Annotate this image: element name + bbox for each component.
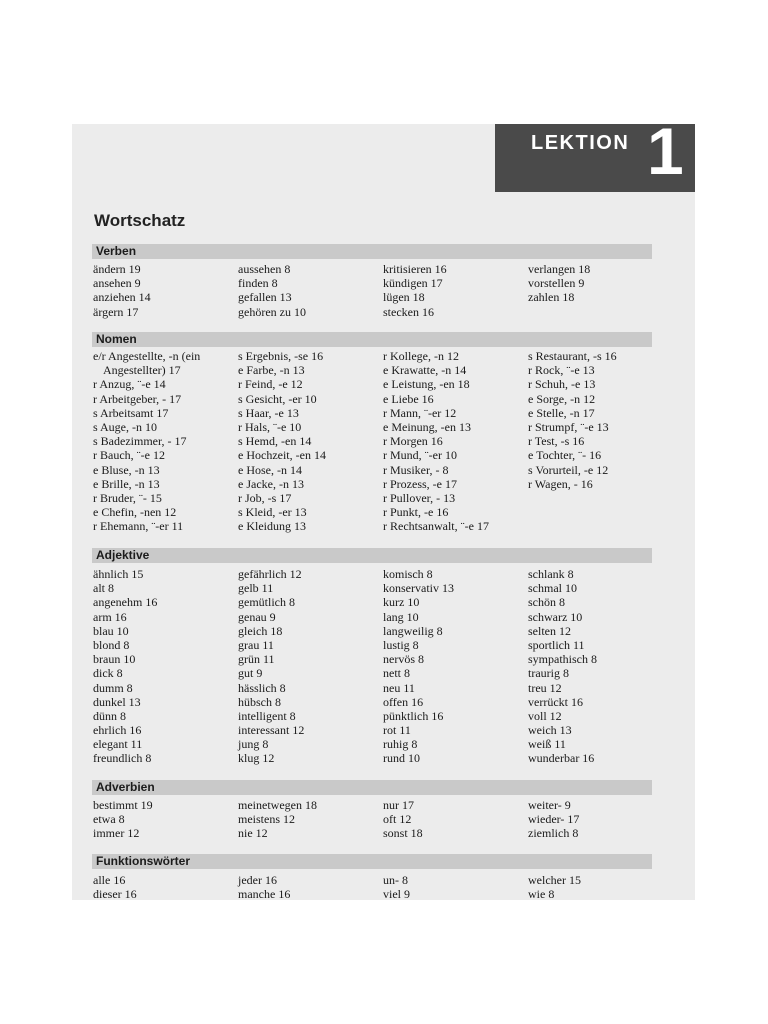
vocab-entry: e/r Angestellte, -n (ein [93,349,201,363]
word-column [93,567,238,766]
vocab-entry: r Prozess, -e 17 [383,476,457,491]
vocab-entry: manche 16 [238,887,291,902]
word-column [528,262,673,319]
vocab-entry: weiß 11 [528,737,566,752]
vocab-entry: verlangen 18 [528,262,591,276]
word-column [528,873,673,901]
lesson-badge [495,114,695,192]
vocab-entry: sympathisch 8 [528,652,597,667]
vocab-entry: schön 8 [528,595,565,610]
vocab-entry: nett 8 [383,666,410,681]
vocab-entry: ansehen 9 [93,276,141,291]
vocab-entry: e Hose, -n 14 [238,462,302,477]
vocab-entry: ändern 19 [93,262,141,276]
vocab-entry: e Kleidung 13 [238,519,306,534]
section-adverbien [93,798,673,841]
vocab-entry: wieder- 17 [528,812,580,827]
vocab-entry: s Kleid, -er 13 [238,505,307,520]
vocab-entry: nie 12 [238,826,268,841]
vocab-entry: e Chefin, -nen 12 [93,505,177,520]
vocab-entry: dumm 8 [93,680,133,695]
vocab-entry: gehören zu 10 [238,304,306,319]
vocab-entry: finden 8 [238,276,278,291]
vocab-entry: kritisieren 16 [383,262,447,276]
vocab-entry: lustig 8 [383,637,419,652]
vocab-entry: s Vorurteil, -e 12 [528,462,609,477]
vocab-entry: s Ergebnis, -se 16 [238,349,324,363]
vocab-entry: r Pullover, - 13 [383,490,456,505]
section-funktionswoerter [93,873,673,901]
vocab-entry: vorstellen 9 [528,276,585,291]
vocab-entry: verrückt 16 [528,694,583,709]
vocab-entry: e Krawatte, -n 14 [383,363,467,378]
vocab-entry: r Schuh, -e 13 [528,377,596,392]
vocab-entry: gelb 11 [238,581,274,596]
vocab-entry: gleich 18 [238,623,283,638]
section-header-adverbien: Adverbien [92,780,652,795]
word-column [238,262,383,319]
vocab-entry: angenehm 16 [93,595,158,610]
vocab-entry: e Farbe, -n 13 [238,363,305,378]
word-column [528,567,673,766]
vocab-entry: r Anzug, ¨-e 14 [93,377,166,392]
vocab-entry: ruhig 8 [383,737,418,752]
vocab-entry: gefallen 13 [238,290,292,305]
vocab-entry: s Gesicht, -er 10 [238,391,317,406]
vocab-entry: blond 8 [93,637,130,652]
word-column [93,873,238,901]
vocab-entry: genau 9 [238,609,276,624]
vocab-entry: interessant 12 [238,723,305,738]
vocab-entry: e Leistung, -en 18 [383,377,470,392]
vocab-entry: braun 10 [93,652,136,667]
vocab-entry: weiter- 9 [528,798,571,812]
vocab-entry: freundlich 8 [93,751,152,766]
vocab-entry: r Musiker, - 8 [383,462,449,477]
vocab-entry: dünn 8 [93,708,126,723]
vocab-entry: e Hochzeit, -en 14 [238,448,326,463]
vocab-entry: meinetwegen 18 [238,798,317,812]
vocab-entry: dieser 16 [93,887,137,902]
vocab-entry: s Restaurant, -s 16 [528,349,617,363]
vocab-entry: lang 10 [383,609,419,624]
vocab-entry: hässlich 8 [238,680,286,695]
vocab-entry: pünktlich 16 [383,708,444,723]
vocab-entry: blau 10 [93,623,129,638]
vocab-entry: r Bruder, ¨- 15 [93,490,162,505]
vocab-entry: welcher 15 [528,873,581,887]
vocab-entry: un- 8 [383,873,408,887]
vocab-entry: nervös 8 [383,652,424,667]
vocab-entry: r Strumpf, ¨-e 13 [528,419,609,434]
vocab-entry: komisch 8 [383,567,433,581]
vocab-entry: e Bluse, -n 13 [93,462,160,477]
vocab-entry: aussehen 8 [238,262,291,276]
vocab-entry: traurig 8 [528,666,569,681]
vocab-entry: s Badezimmer, - 17 [93,434,187,449]
vocab-entry: r Hals, ¨-e 10 [238,419,302,434]
word-column [93,349,238,533]
vocab-entry: gefährlich 12 [238,567,302,581]
section-header-funktionswoerter: Funktionswörter [92,854,652,869]
vocab-entry: ähnlich 15 [93,567,144,581]
vocab-entry: r Feind, -e 12 [238,377,303,392]
vocab-entry: rot 11 [383,723,411,738]
vocab-entry: schwarz 10 [528,609,583,624]
section-header-nomen: Nomen [92,332,652,347]
vocab-entry: meistens 12 [238,812,295,827]
vocab-entry: ärgern 17 [93,304,139,319]
vocab-entry: jung 8 [238,737,269,752]
vocab-entry: intelligent 8 [238,708,296,723]
vocab-entry: e Stelle, -n 17 [528,405,595,420]
vocab-entry: immer 12 [93,826,140,841]
vocab-entry: r Ehemann, ¨-er 11 [93,519,184,534]
vocab-entry: r Mund, ¨-er 10 [383,448,457,463]
word-column [383,262,528,319]
vocab-entry: grau 11 [238,637,274,652]
vocab-entry: r Bauch, ¨-e 12 [93,448,165,463]
vocab-entry: e Brille, -n 13 [93,476,160,491]
vocab-entry: etwa 8 [93,812,125,827]
word-column [383,798,528,841]
vocab-entry: wunderbar 16 [528,751,595,766]
word-column [528,798,673,841]
vocab-entry: r Punkt, -e 16 [383,505,449,520]
word-column [93,262,238,319]
vocab-entry: zahlen 18 [528,290,575,305]
vocab-entry: dick 8 [93,666,123,681]
vocab-entry: bestimmt 19 [93,798,153,812]
section-adjektive [93,567,673,766]
vocab-entry: Angestellter) 17 [103,363,181,378]
vocab-entry: e Meinung, -en 13 [383,419,471,434]
vocab-entry: voll 12 [528,708,562,723]
vocab-entry: e Jacke, -n 13 [238,476,304,491]
word-column [238,873,383,901]
vocab-entry: e Tochter, ¨- 16 [528,448,602,463]
lesson-number: 1 [647,114,684,188]
vocab-entry: ziemlich 8 [528,826,579,841]
vocab-entry: anziehen 14 [93,290,151,305]
vocab-entry: konservativ 13 [383,581,454,596]
vocab-entry: s Hemd, -en 14 [238,434,312,449]
vocab-entry: s Haar, -e 13 [238,405,299,420]
vocab-entry: r Rechtsanwalt, ¨-e 17 [383,519,489,534]
section-header-verben: Verben [92,244,652,259]
vocab-entry: stecken 16 [383,304,434,319]
vocabulary-page [72,114,695,902]
word-column [383,349,528,533]
vocab-entry: nur 17 [383,798,414,812]
vocab-entry: r Wagen, - 16 [528,476,593,491]
vocab-entry: arm 16 [93,609,127,624]
vocab-entry: gut 9 [238,666,263,681]
vocab-entry: r Job, -s 17 [238,490,292,505]
vocab-entry: oft 12 [383,812,412,827]
vocab-entry: weich 13 [528,723,572,738]
vocab-entry: wie 8 [528,887,555,902]
vocab-entry: r Arbeitgeber, - 17 [93,391,182,406]
vocab-entry: r Morgen 16 [383,434,443,449]
vocab-entry: langweilig 8 [383,623,443,638]
vocab-entry: s Arbeitsamt 17 [93,405,169,420]
vocab-entry: s Auge, -n 10 [93,419,157,434]
vocab-entry: alt 8 [93,581,114,596]
vocab-entry: r Kollege, -n 12 [383,349,459,363]
lesson-label: LEKTION [531,132,630,154]
vocab-entry: alle 16 [93,873,126,887]
vocab-entry: sportlich 11 [528,637,585,652]
vocab-entry: grün 11 [238,652,275,667]
word-column [383,873,528,901]
vocab-entry: ehrlich 16 [93,723,142,738]
vocab-entry: selten 12 [528,623,571,638]
vocab-entry: neu 11 [383,680,415,695]
section-header-adjektive: Adjektive [92,548,652,563]
vocab-entry: schmal 10 [528,581,577,596]
vocab-entry: jeder 16 [238,873,277,887]
word-column [93,798,238,841]
vocab-entry: sonst 18 [383,826,423,841]
vocab-entry: r Rock, ¨-e 13 [528,363,595,378]
vocab-entry: schlank 8 [528,567,574,581]
word-column [238,349,383,533]
word-column [383,567,528,766]
vocab-entry: e Liebe 16 [383,391,434,406]
vocab-entry: gemütlich 8 [238,595,295,610]
vocab-entry: kurz 10 [383,595,420,610]
vocab-entry: viel 9 [383,887,410,902]
vocab-entry: klug 12 [238,751,275,766]
vocab-entry: e Sorge, -n 12 [528,391,596,406]
vocab-entry: offen 16 [383,694,424,709]
vocab-entry: rund 10 [383,751,420,766]
vocab-entry: r Test, -s 16 [528,434,585,449]
vocab-entry: dunkel 13 [93,694,141,709]
word-column [238,798,383,841]
word-column [238,567,383,766]
word-column [528,349,673,533]
page-title: Wortschatz [94,211,186,230]
section-nomen [93,349,673,533]
vocab-entry: lügen 18 [383,290,425,305]
section-verben [93,262,673,319]
vocab-entry: hübsch 8 [238,694,281,709]
vocab-entry: r Mann, ¨-er 12 [383,405,457,420]
vocab-entry: kündigen 17 [383,276,443,291]
vocab-entry: elegant 11 [93,737,143,752]
vocab-entry: treu 12 [528,680,562,695]
